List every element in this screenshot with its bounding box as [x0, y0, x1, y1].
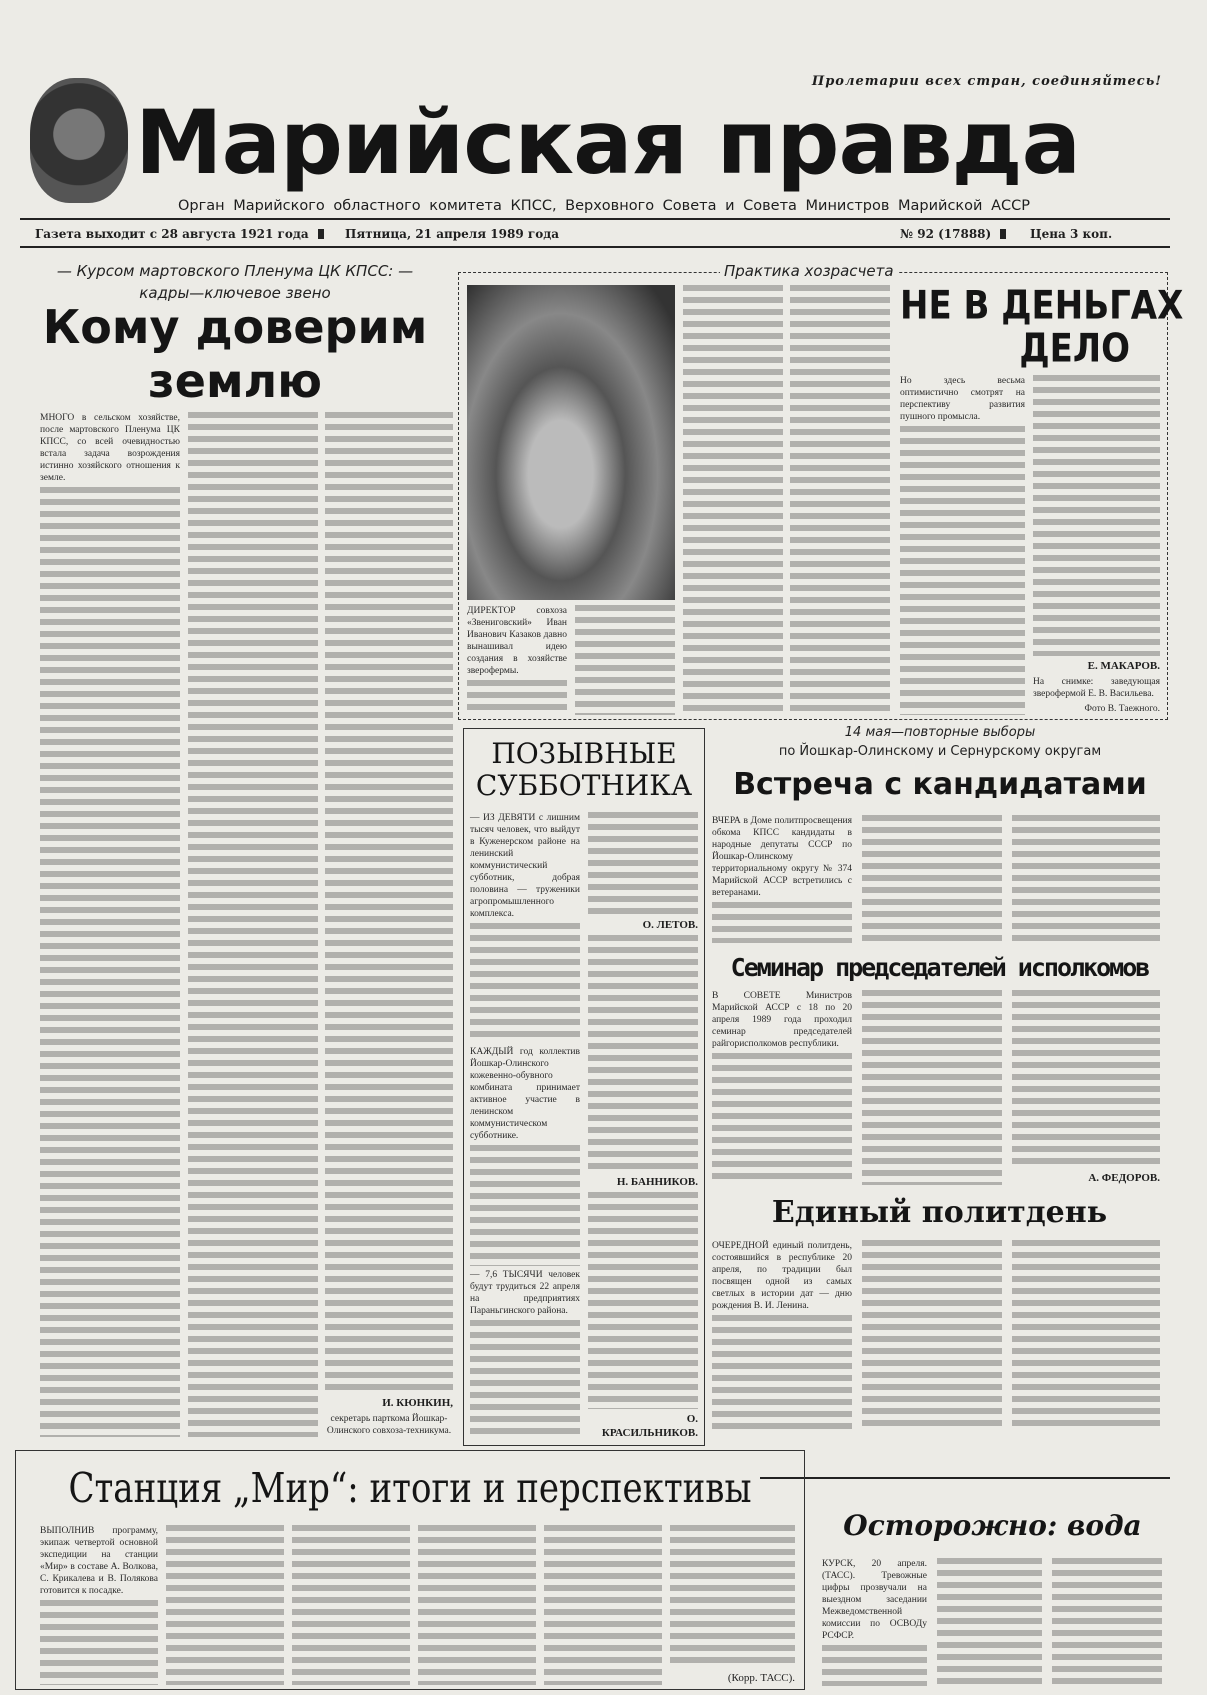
politden-column	[1012, 1240, 1160, 1432]
mir-column	[166, 1525, 284, 1685]
article-text	[822, 1645, 927, 1686]
article-text	[670, 1525, 795, 1668]
article-text	[862, 1240, 1002, 1432]
article-author: И. КЮНКИН,	[382, 1397, 453, 1409]
article-text	[325, 412, 453, 1393]
water-headline: Осторожно: вода	[843, 1509, 1142, 1542]
article-text	[544, 1525, 662, 1685]
politden-lead: ОЧЕРЕДНОЙ единый политдень, состоявшийся в республике 20 апреля, по традиции был посвящен одной из самых светлых в истории дат — дню рождения В. И. Ленина.	[712, 1241, 852, 1311]
subbotnik-headline: ПОЗЫВНЫЕ	[491, 737, 677, 770]
article-text	[470, 1320, 580, 1440]
seminar-lead: В СОВЕТЕ Министров Марийской АССР с 18 по 20 апреля 1989 года проходил семинар председателей райгорисполкомов республики.	[712, 991, 852, 1049]
subbotnik-column	[588, 812, 698, 1440]
subbotnik-author-1: О. ЛЕТОВ.	[642, 919, 698, 932]
seminar-column	[862, 990, 1002, 1185]
article-column	[575, 605, 675, 715]
article-lead: МНОГО в сельском хозяйстве, после мартовского Пленума ЦК КПСС, со всей очевидностью встала задача возрождения истинно хозяйского отношения к земле.	[40, 413, 180, 483]
seminar-column	[712, 990, 852, 1185]
article-text	[470, 1145, 580, 1265]
article-text	[588, 812, 698, 915]
mir-headline: Станция „Мир“: итоги и перспективы	[68, 1465, 752, 1513]
subbotnik-headline-2: СУББОТНИКА	[475, 769, 693, 802]
article-text	[937, 1558, 1042, 1686]
elections-headline: Встреча с кандидатами	[733, 767, 1147, 802]
elections-lead: ВЧЕРА в Доме политпросвещения обкома КПСС кандидаты в народные депутаты СССР по Йошкар-Олинскому территориальному округу № 374 Марийской АССР встретились с ветеранами.	[712, 816, 852, 898]
water-column	[937, 1558, 1042, 1686]
subtitle: Орган Марийского областного комитета КПСС, Верховного Совета и Совета Министров Марийской АССР	[178, 198, 1030, 214]
article-text	[1012, 990, 1160, 1168]
section-rule	[760, 1477, 1170, 1479]
mir-column	[292, 1525, 410, 1685]
politden-headline: Единый политдень	[771, 1195, 1108, 1230]
photo-fur-farm	[467, 285, 675, 600]
article-text	[40, 487, 180, 1437]
article-text	[862, 815, 1002, 943]
photo-caption-text	[467, 680, 567, 715]
water-column	[822, 1558, 927, 1686]
article-text	[790, 285, 890, 715]
seminar-column	[1012, 990, 1160, 1185]
elections-column	[1012, 815, 1160, 943]
mir-lead: ВЫПОЛНИВ программу, экипаж четвертой основной экспедиции на станции «Мир» в составе А. Волкова, С. Крикалева и В. Полякова готовится к посадке.	[40, 1526, 158, 1596]
article-author-title: секретарь парткома Йошкар-Олинского совхоза-техникума.	[326, 1414, 452, 1436]
article-text	[1012, 1240, 1160, 1432]
elections-kicker: 14 мая—повторные выборы	[844, 725, 1036, 740]
caption-column	[467, 605, 567, 715]
article-text	[712, 902, 852, 943]
article-text	[588, 1192, 698, 1409]
article-column	[40, 412, 180, 1437]
bullet	[1000, 229, 1006, 239]
newspaper-title: Марийская правда	[135, 91, 1080, 194]
article-text	[862, 990, 1002, 1185]
issue-date: Пятница, 21 апреля 1989 года	[345, 227, 559, 241]
photo-credit: Фото В. Таежного.	[1084, 704, 1160, 714]
subbotnik-author-2: Н. БАННИКОВ.	[616, 1176, 698, 1189]
article-text	[900, 426, 1025, 715]
hozraschet-column	[1033, 375, 1160, 715]
mir-source: (Корр. ТАСС).	[727, 1672, 795, 1684]
article-text	[418, 1525, 536, 1685]
masthead-rule	[20, 246, 1170, 248]
subbotnik-lead-3: — 7,6 ТЫСЯЧИ человек будут трудиться 22 апреля на предприятиях Параньгинского района.	[470, 1269, 580, 1316]
price: Цена 3 коп.	[1030, 227, 1113, 241]
mir-column	[418, 1525, 536, 1685]
article-text	[292, 1525, 410, 1685]
article-headline-2: землю	[148, 354, 322, 408]
article-text	[712, 1315, 852, 1432]
article-text	[712, 1053, 852, 1185]
article-kicker-2: кадры—ключевое звено	[139, 284, 331, 302]
article-column	[188, 412, 318, 1437]
hozraschet-author: Е. МАКАРОВ.	[1087, 660, 1160, 672]
subbotnik-lead-2: КАЖДЫЙ год коллектив Йошкар-Олинского кожевенно-обувного комбината принимает активное участие в ленинском коммунистическом субботнике.	[470, 1047, 580, 1142]
politden-column	[862, 1240, 1002, 1432]
water-column	[1052, 1558, 1162, 1686]
masthead-rule	[20, 218, 1170, 220]
hozraschet-column	[900, 375, 1025, 715]
photo-caption: ДИРЕКТОР совхоза «Звениговский» Иван Иванович Казаков давно вынашивал идею создания в хозяйстве зверофермы.	[467, 606, 567, 676]
founded-line: Газета выходит с 28 августа 1921 года	[35, 227, 309, 241]
subbotnik-lead: — ИЗ ДЕВЯТИ с лишним тысяч человек, что выйдут в Куженерском районе на ленинский коммунистический субботник, добрая половина — труженики агропромышленного комплекса.	[470, 813, 580, 919]
mir-column	[40, 1525, 158, 1685]
article-text	[683, 285, 783, 715]
mir-column	[544, 1525, 662, 1685]
hozraschet-kicker: Практика хозрасчета	[720, 262, 898, 280]
article-column	[325, 412, 453, 1437]
article-text	[1033, 375, 1160, 656]
hozraschet-lead: Но здесь весьма оптимистично смотрят на перспективу развития пушного промысла.	[900, 376, 1025, 422]
mir-column	[670, 1525, 795, 1685]
slogan: Пролетарии всех стран, соединяйтесь!	[811, 74, 1162, 89]
politden-column	[712, 1240, 852, 1432]
article-kicker: — Курсом мартовского Пленума ЦК КПСС: —	[56, 262, 414, 280]
issue-number: № 92 (17888)	[900, 227, 992, 241]
water-lead: КУРСК, 20 апреля. (ТАСС). Тревожные цифры прозвучали на выездном заседании Межведомственной комиссии по ОСВОДу РСФСР.	[822, 1559, 927, 1641]
article-text	[575, 605, 675, 715]
article-column	[790, 285, 890, 715]
elections-column	[712, 815, 852, 943]
elections-column	[862, 815, 1002, 943]
photo-note: На снимке: заведующая зверофермой Е. В. Васильева.	[1033, 677, 1160, 699]
article-column	[683, 285, 783, 715]
article-text	[188, 412, 318, 1437]
elections-kicker-2: по Йошкар-Олинскому и Сернурскому округам	[778, 744, 1102, 759]
order-emblem	[30, 78, 128, 203]
subbotnik-column	[470, 812, 580, 1440]
bullet	[318, 229, 324, 239]
article-text	[40, 1600, 158, 1685]
seminar-author: А. ФЕДОРОВ.	[1088, 1172, 1160, 1184]
article-text	[588, 935, 698, 1172]
article-text	[1012, 815, 1160, 943]
subbotnik-author-3: О. КРАСИЛЬНИКОВ.	[601, 1412, 698, 1439]
article-headline: Кому доверим	[42, 300, 428, 354]
article-text	[1052, 1558, 1162, 1686]
article-text	[470, 923, 580, 1043]
hozraschet-headline: НЕ В ДЕНЬГАХ	[900, 283, 1184, 329]
hozraschet-headline-2: ДЕЛО	[1019, 326, 1130, 372]
article-text	[166, 1525, 284, 1685]
seminar-headline: Семинар председателей исполкомов	[730, 953, 1149, 982]
